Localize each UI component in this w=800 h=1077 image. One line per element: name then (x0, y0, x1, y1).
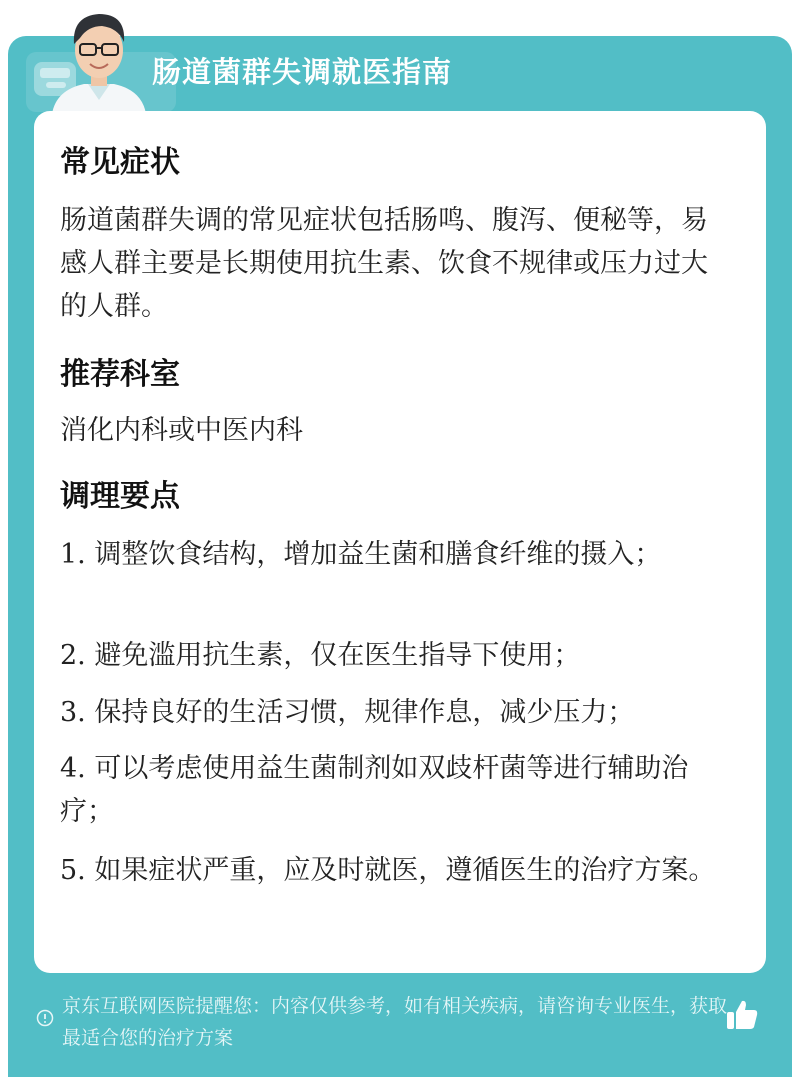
list-number: 1. (60, 539, 86, 570)
list-item (60, 533, 730, 576)
list-item (60, 691, 730, 734)
list-text: 调整饮食结构，增加益生菌和膳食纤维的摄入； (94, 539, 662, 570)
list-number: 4. (60, 753, 86, 784)
symptoms-text: 肠道菌群失调的常见症状包括肠鸣、腹泻、便秘等，易感人群主要是长期使用抗生素、饮食不规律或压力过大的人群。 (60, 205, 708, 322)
department-text: 消化内科或中医内科 (60, 415, 303, 446)
list-number: 2. (60, 640, 86, 671)
section-title-department: 推荐科室 (60, 357, 180, 392)
list-text: 保持良好的生活习惯，规律作息，减少压力； (94, 697, 635, 728)
list-text: 避免滥用抗生素，仅在医生指导下使用； (94, 640, 581, 671)
content-card (34, 111, 766, 973)
page-title: 肠道菌群失调就医指南 (152, 55, 453, 89)
section-title-symptoms: 常见症状 (60, 145, 180, 180)
doctor-avatar (44, 4, 154, 114)
list-number: 5. (60, 855, 86, 886)
info-icon (36, 1009, 54, 1027)
section-title-tips: 调理要点 (60, 479, 180, 514)
list-item (60, 634, 730, 677)
list-text: 如果症状严重，应及时就医，遵循医生的治疗方案。 (94, 855, 716, 886)
list-number: 3. (60, 697, 86, 728)
thumbs-up-icon[interactable] (724, 997, 760, 1033)
list-text: 可以考虑使用益生菌制剂如双歧杆菌等进行辅助治疗； (60, 753, 689, 827)
list-item (60, 747, 730, 833)
list-item (60, 849, 730, 892)
disclaimer-text: 京东互联网医院提醒您：内容仅供参考，如有相关疾病，请咨询专业医生，获取最适合您的治疗方案 (62, 995, 728, 1049)
